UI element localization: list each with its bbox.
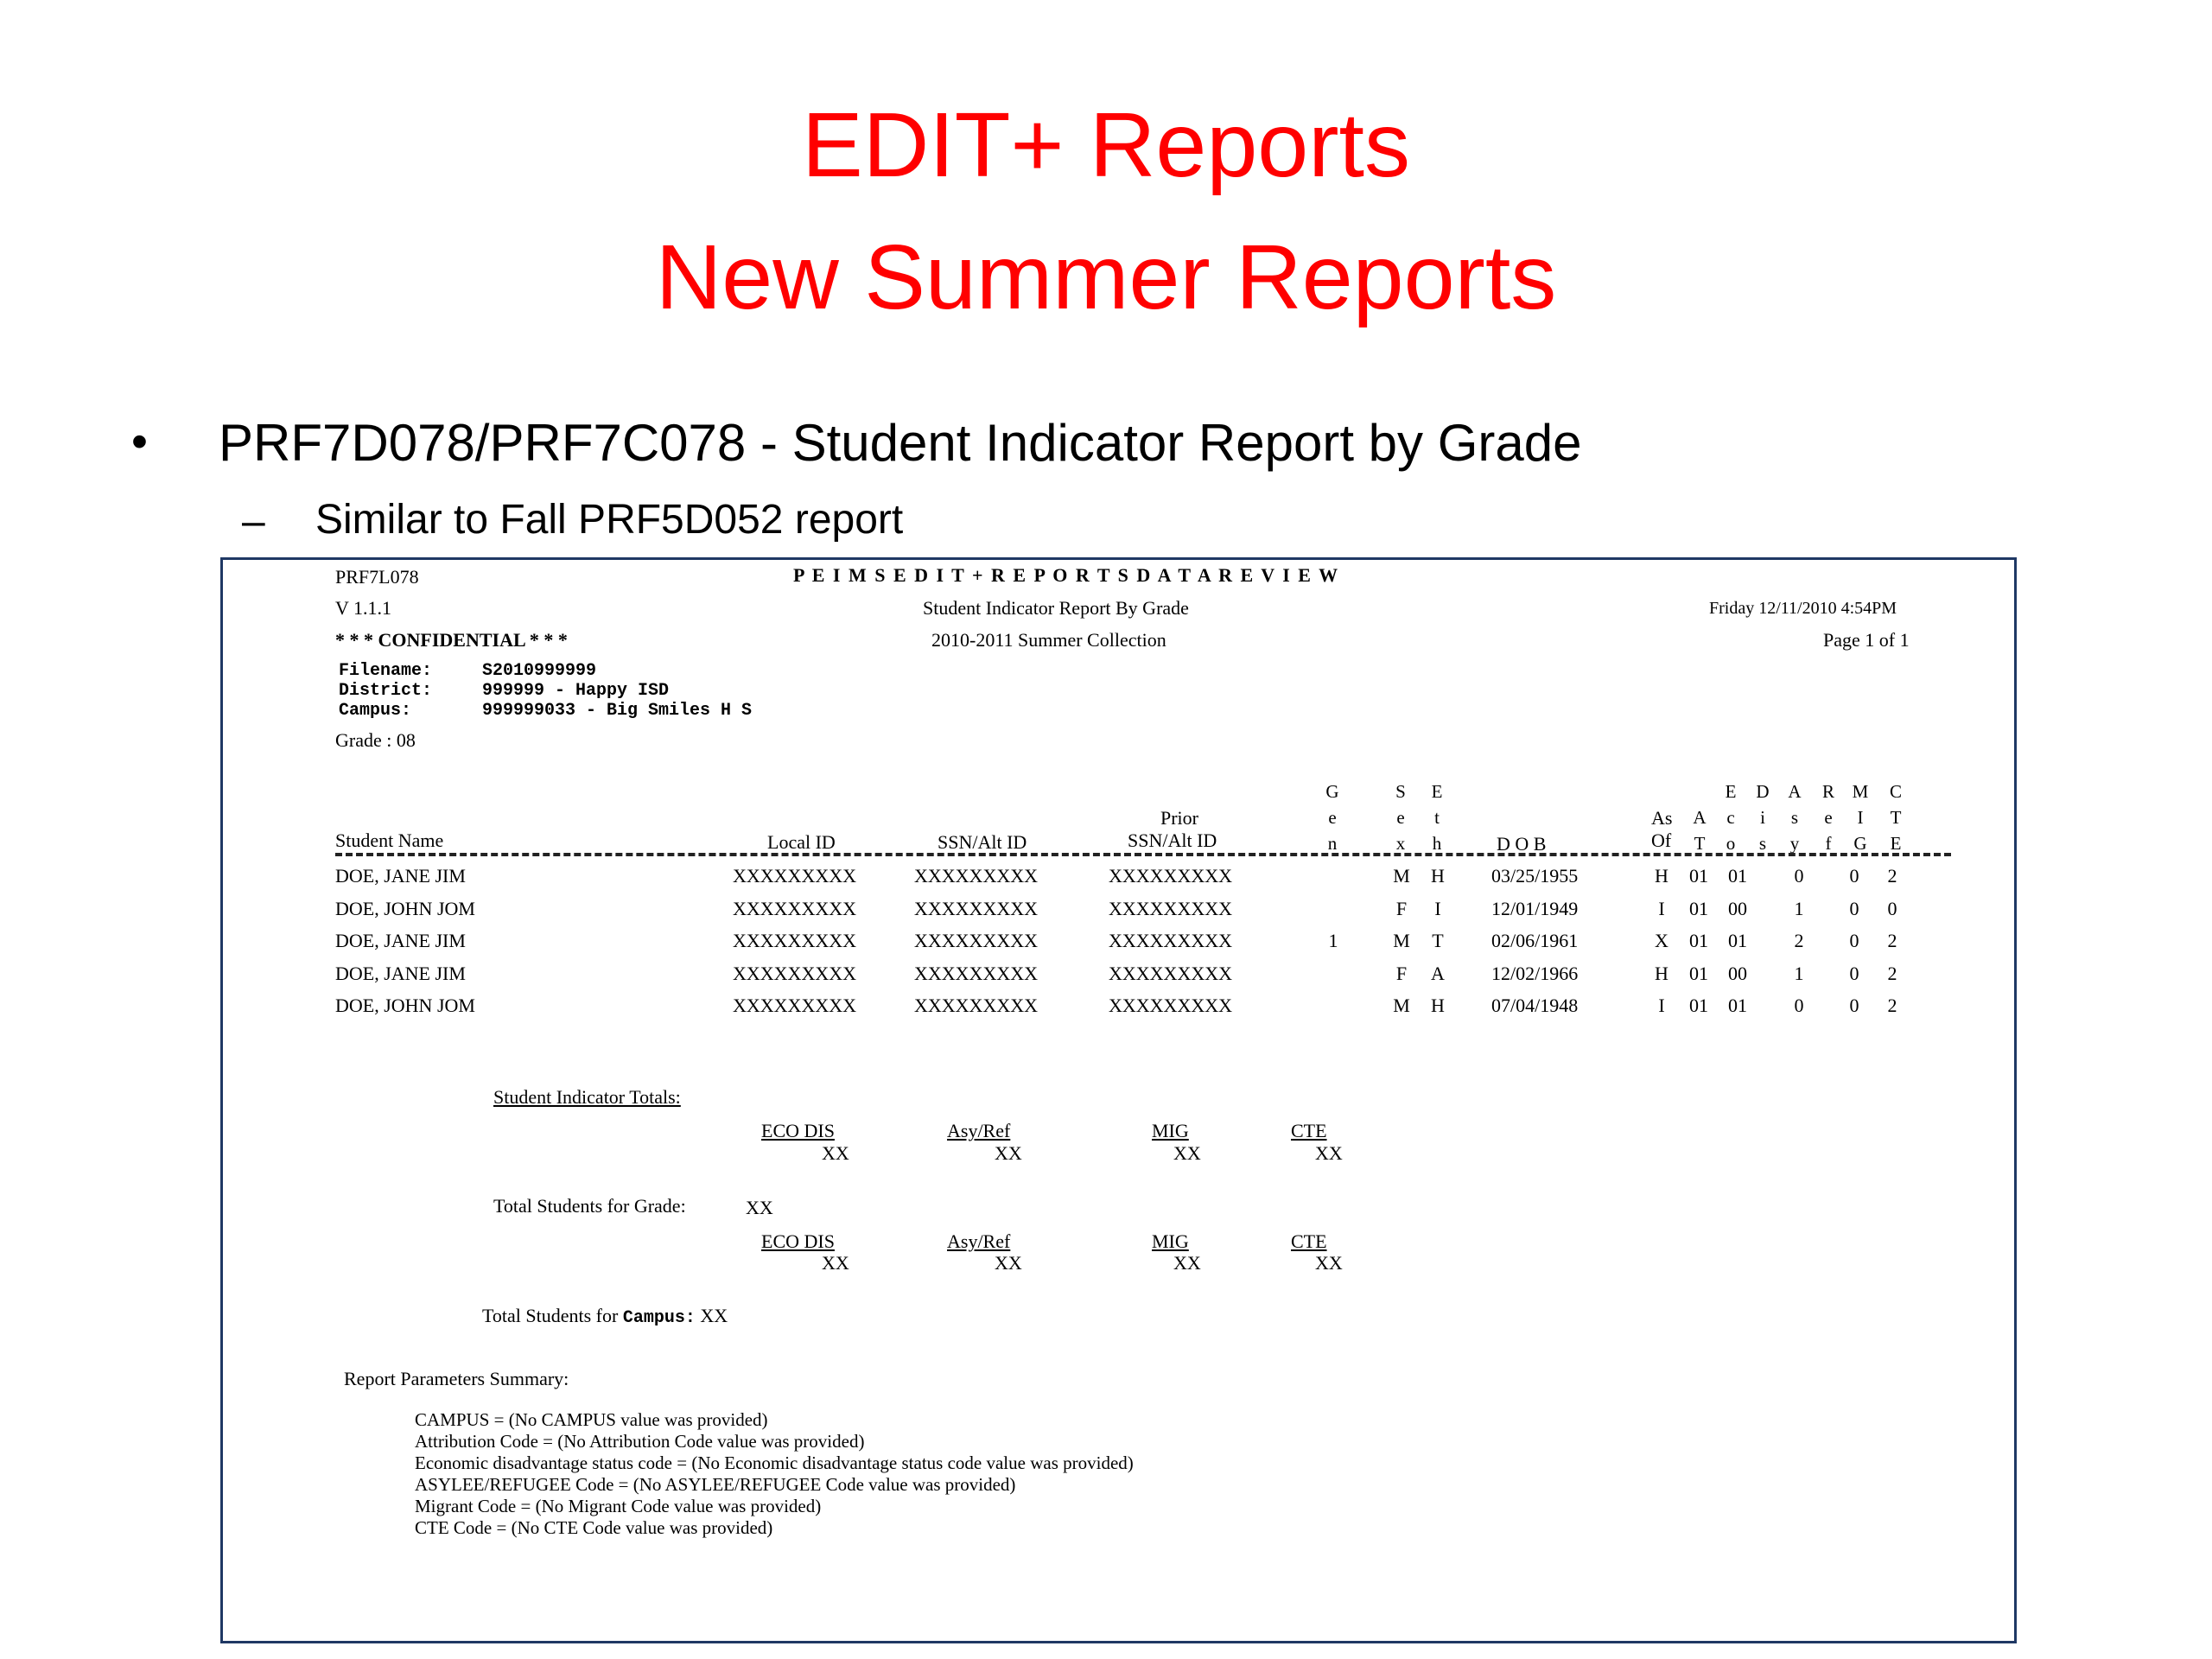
cell-name: DOE, JANE JIM xyxy=(335,930,466,951)
report-banner: P E I M S E D I T + R E P O R T S D A T A R E V I E W xyxy=(793,564,1340,586)
params-heading: Report Parameters Summary: xyxy=(344,1368,569,1389)
value-asy-ref: XX xyxy=(995,1142,1022,1164)
cell-name: DOE, JANE JIM xyxy=(335,865,466,887)
report-version: V 1.1.1 xyxy=(335,597,391,619)
report-subtitle: Student Indicator Report By Grade xyxy=(923,597,1189,619)
totals-heading: Student Indicator Totals: xyxy=(493,1086,681,1108)
cell-dob: 02/06/1961 xyxy=(1491,930,1579,951)
cell-sex: M xyxy=(1393,930,1410,951)
cell-prior: XXXXXXXXX xyxy=(1109,930,1232,951)
report-image xyxy=(220,557,2017,1643)
label-mig-2: MIG xyxy=(1152,1230,1189,1252)
label-mig: MIG xyxy=(1152,1120,1189,1141)
label-asy-ref-2: Asy/Ref xyxy=(947,1230,1011,1252)
cell-at: 01 xyxy=(1689,865,1708,887)
collection-label: 2010-2011 Summer Collection xyxy=(931,629,1166,651)
label-cte-2: CTE xyxy=(1291,1230,1327,1252)
confidential-label: * * * CONFIDENTIAL * * * xyxy=(335,629,568,651)
cell-ssn: XXXXXXXXX xyxy=(914,995,1038,1016)
campus-label: Campus: xyxy=(339,701,412,721)
cell-asof: H xyxy=(1655,962,1669,984)
cell-eco: 00 xyxy=(1728,962,1747,984)
cell-cte: 2 xyxy=(1887,865,1897,887)
cell-mig: 0 xyxy=(1849,897,1859,919)
header-local-id: Local ID xyxy=(767,831,836,853)
filename-label: Filename: xyxy=(339,661,433,681)
param-line: Migrant Code = (No Migrant Code value was provided) xyxy=(415,1496,822,1516)
value-eco-dis: XX xyxy=(822,1142,849,1164)
cell-name: DOE, JOHN JOM xyxy=(335,897,475,919)
cell-eth: T xyxy=(1432,930,1444,951)
cell-asy: 2 xyxy=(1794,930,1804,951)
header-cte: C T E xyxy=(1889,781,1902,854)
value-cte: XX xyxy=(1315,1142,1343,1164)
cell-prior: XXXXXXXXX xyxy=(1109,962,1232,984)
header-student-name: Student Name xyxy=(335,830,444,851)
cell-local: XXXXXXXXX xyxy=(733,865,856,887)
cell-dob: 12/01/1949 xyxy=(1491,897,1579,919)
cell-at: 01 xyxy=(1689,930,1708,951)
cell-eco: 01 xyxy=(1728,995,1747,1016)
header-prior-ssn: SSN/Alt ID xyxy=(1128,830,1217,851)
cell-cte: 2 xyxy=(1887,930,1897,951)
header-mig: M I G xyxy=(1852,781,1869,854)
cell-dob: 03/25/1955 xyxy=(1491,865,1579,887)
header-asy: A s y xyxy=(1788,781,1802,854)
cell-sex: F xyxy=(1395,897,1408,919)
campus-value: 999999033 - Big Smiles H S xyxy=(482,701,753,721)
header-as: As xyxy=(1651,807,1673,829)
cell-asof: I xyxy=(1658,897,1665,919)
cell-gen: 1 xyxy=(1328,930,1338,951)
cell-eth: H xyxy=(1431,995,1445,1016)
cell-eco: 01 xyxy=(1728,930,1747,951)
cell-mig: 0 xyxy=(1849,995,1859,1016)
cell-local: XXXXXXXXX xyxy=(733,995,856,1016)
campus-total-text: Total Students for xyxy=(482,1305,619,1326)
cell-asy: 0 xyxy=(1794,995,1804,1016)
value-mig: XX xyxy=(1173,1142,1201,1164)
cell-sex: F xyxy=(1395,962,1408,984)
sub-bullet-text: Similar to Fall PRF5D052 report xyxy=(315,497,904,543)
value-cte-2: XX xyxy=(1315,1252,1343,1274)
cell-asy: 1 xyxy=(1794,897,1804,919)
cell-cte: 2 xyxy=(1887,962,1897,984)
page-number: Page 1 of 1 xyxy=(1823,629,1910,651)
header-prior: Prior xyxy=(1160,807,1198,829)
grade-total-label: Total Students for Grade: xyxy=(493,1195,686,1217)
cell-cte: 2 xyxy=(1887,995,1897,1016)
header-at: A T xyxy=(1693,807,1707,854)
grade-label: Grade : 08 xyxy=(335,729,416,751)
cell-local: XXXXXXXXX xyxy=(733,962,856,984)
param-line: Economic disadvantage status code = (No Economic disadvantage status code value was provided) xyxy=(415,1452,1134,1473)
sub-bullet-marker: – xyxy=(242,499,265,544)
district-label: District: xyxy=(339,681,433,701)
cell-at: 01 xyxy=(1689,995,1708,1016)
label-cte: CTE xyxy=(1291,1120,1327,1141)
cell-dob: 12/02/1966 xyxy=(1491,962,1579,984)
cell-eth: H xyxy=(1431,865,1445,887)
header-of: Of xyxy=(1651,830,1672,851)
slide-title-line2: New Summer Reports xyxy=(655,226,1557,328)
cell-asof: X xyxy=(1655,930,1669,951)
bullet-text: PRF7D078/PRF7C078 - Student Indicator Report by Grade xyxy=(219,414,1582,472)
cell-at: 01 xyxy=(1689,962,1708,984)
report-code: PRF7L078 xyxy=(335,566,419,588)
cell-ssn: XXXXXXXXX xyxy=(914,962,1038,984)
cell-dob: 07/04/1948 xyxy=(1491,995,1579,1016)
cell-sex: M xyxy=(1393,995,1410,1016)
param-line: ASYLEE/REFUGEE Code = (No ASYLEE/REFUGEE Code value was provided) xyxy=(415,1474,1016,1495)
value-asy-ref-2: XX xyxy=(995,1252,1022,1274)
cell-asof: H xyxy=(1655,865,1669,887)
cell-eco: 01 xyxy=(1728,865,1747,887)
header-ref: R e f xyxy=(1821,781,1834,854)
district-value: 999999 - Happy ISD xyxy=(482,681,670,701)
header-dob: D O B xyxy=(1497,833,1547,855)
value-eco-dis-2: XX xyxy=(822,1252,849,1274)
cell-ssn: XXXXXXXXX xyxy=(914,865,1038,887)
header-dis: D i s xyxy=(1756,781,1770,854)
campus-total-word: Campus: xyxy=(622,1308,696,1328)
report-datetime: Friday 12/11/2010 4:54PM xyxy=(1709,599,1897,618)
cell-ssn: XXXXXXXXX xyxy=(914,930,1038,951)
cell-mig: 0 xyxy=(1849,865,1859,887)
cell-eth: I xyxy=(1434,897,1441,919)
campus-total-value: XX xyxy=(700,1305,728,1326)
header-sex: S e x xyxy=(1395,781,1406,854)
header-gen: G e n xyxy=(1325,781,1339,854)
filename-value: S2010999999 xyxy=(482,661,597,681)
cell-eth: A xyxy=(1431,962,1445,984)
cell-asof: I xyxy=(1658,995,1665,1016)
header-eth: E t h xyxy=(1431,781,1443,854)
cell-ssn: XXXXXXXXX xyxy=(914,897,1038,919)
cell-name: DOE, JOHN JOM xyxy=(335,995,475,1016)
value-mig-2: XX xyxy=(1173,1252,1201,1274)
param-line: CAMPUS = (No CAMPUS value was provided) xyxy=(415,1409,768,1430)
slide-title-line1: EDIT+ Reports xyxy=(802,94,1410,196)
cell-prior: XXXXXXXXX xyxy=(1109,865,1232,887)
param-line: Attribution Code = (No Attribution Code value was provided) xyxy=(415,1431,865,1452)
cell-prior: XXXXXXXXX xyxy=(1109,995,1232,1016)
cell-prior: XXXXXXXXX xyxy=(1109,897,1232,919)
param-line: CTE Code = (No CTE Code value was provided) xyxy=(415,1517,773,1538)
cell-mig: 0 xyxy=(1849,930,1859,951)
cell-name: DOE, JANE JIM xyxy=(335,962,466,984)
cell-cte: 0 xyxy=(1887,897,1897,919)
bullet-marker: • xyxy=(131,416,148,467)
cell-asy: 1 xyxy=(1794,962,1804,984)
cell-at: 01 xyxy=(1689,897,1708,919)
cell-local: XXXXXXXXX xyxy=(733,930,856,951)
cell-asy: 0 xyxy=(1794,865,1804,887)
cell-eco: 00 xyxy=(1728,897,1747,919)
cell-mig: 0 xyxy=(1849,962,1859,984)
label-eco-dis-2: ECO DIS xyxy=(761,1230,835,1252)
header-eco: E c o xyxy=(1725,781,1737,854)
header-ssn: SSN/Alt ID xyxy=(938,831,1027,853)
campus-total-label xyxy=(482,1305,728,1328)
grade-total-value: XX xyxy=(746,1197,773,1218)
label-asy-ref: Asy/Ref xyxy=(947,1120,1011,1141)
cell-local: XXXXXXXXX xyxy=(733,897,856,919)
cell-sex: M xyxy=(1393,865,1410,887)
params-list xyxy=(415,1409,1134,1539)
label-eco-dis: ECO DIS xyxy=(761,1120,835,1141)
header-separator xyxy=(335,853,1951,856)
